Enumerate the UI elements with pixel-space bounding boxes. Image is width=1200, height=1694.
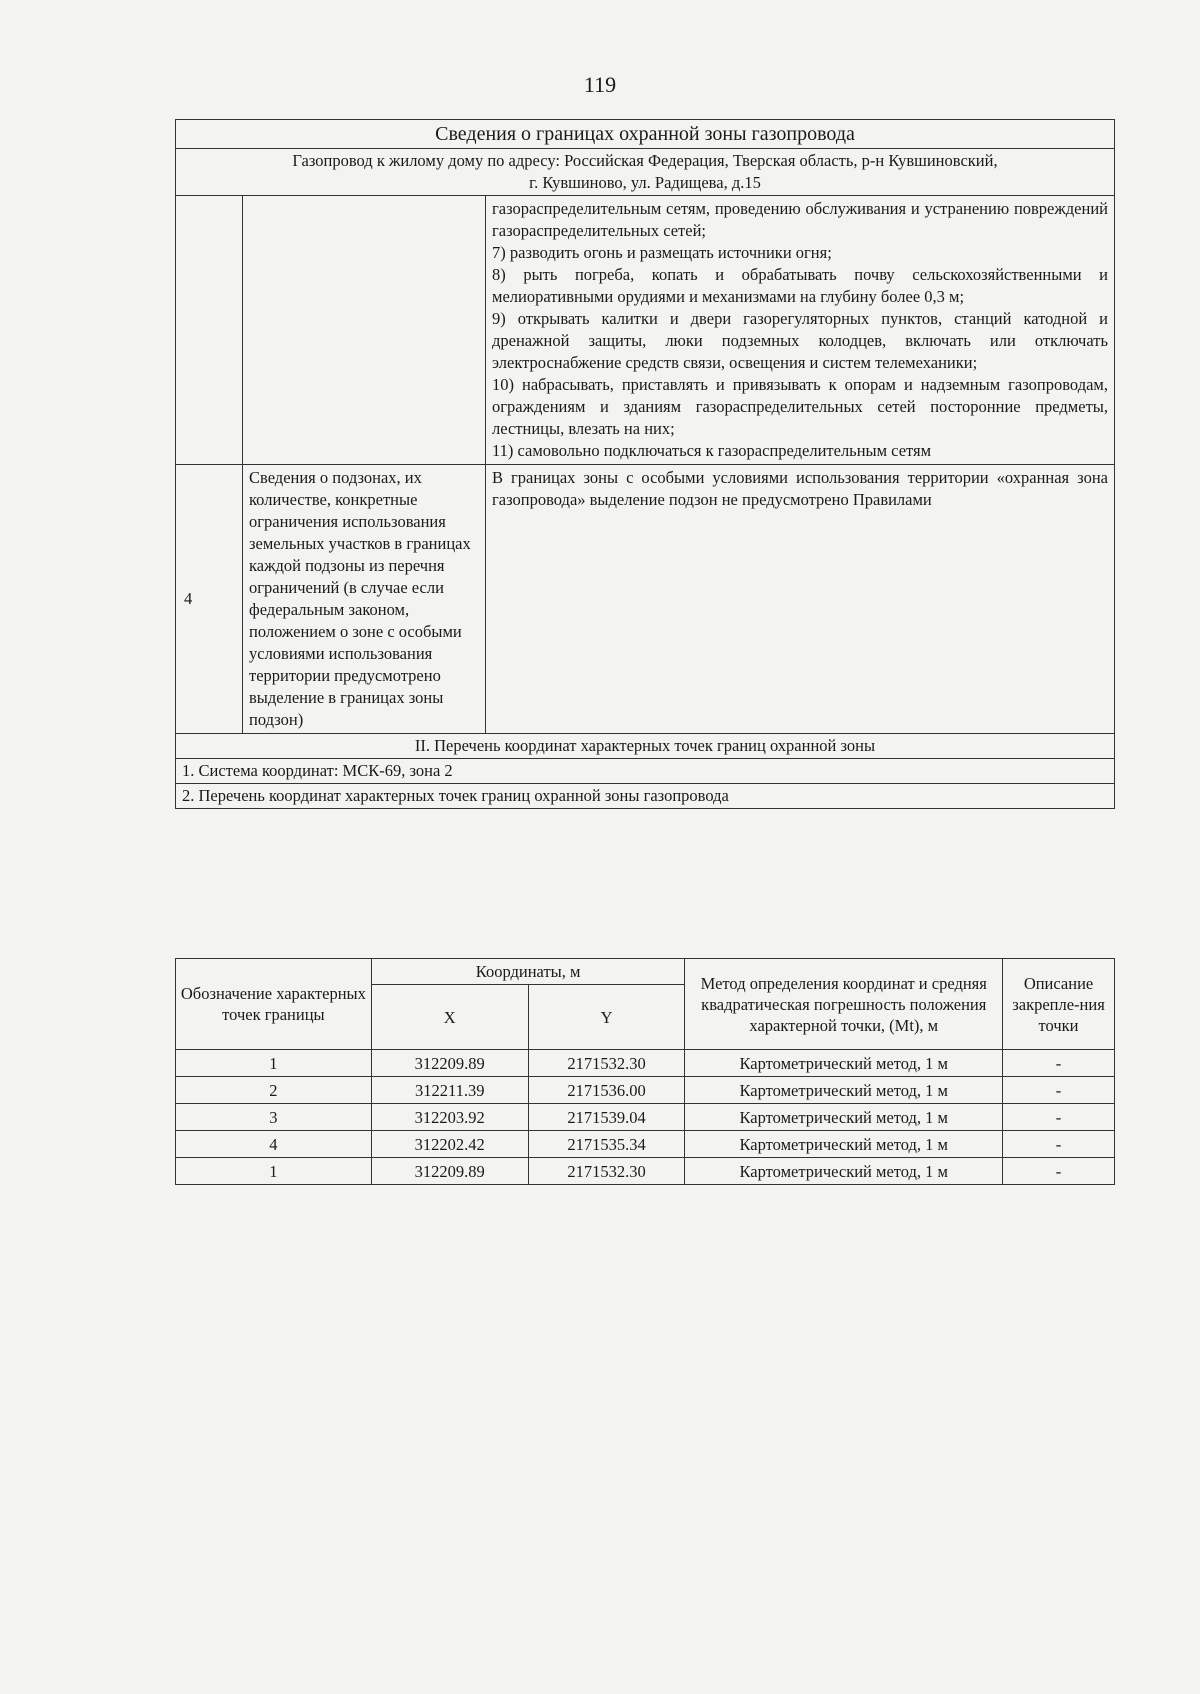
coord-list-title: 2. Перечень координат характерных точек границ охранной зоны газопровода [176,784,1115,809]
coords-header-row [176,959,1115,985]
x-cell: 312209.89 [371,1158,528,1185]
address-line-1: Газопровод к жилому дому по адресу: Российская Федерация, Тверская область, р-н Кувшиновский, [292,151,998,170]
coordinates-table [175,958,1115,1185]
table-row [176,1050,1115,1077]
table-row [176,1158,1115,1185]
header-point: Обозначение характерных точек границы [176,959,372,1050]
y-cell: 2171539.04 [528,1104,685,1131]
method-cell: Картометрический метод, 1 м [685,1158,1003,1185]
row-4-text: В границах зоны с особыми условиями использования территории «охранная зона газопровода» выделение подзон не предусмотрено Правилами [486,465,1115,734]
method-cell: Картометрический метод, 1 м [685,1050,1003,1077]
header-y: Y [528,985,685,1050]
desc-cell: - [1003,1158,1115,1185]
row-4-number: 4 [176,465,243,734]
header-x: X [371,985,528,1050]
restriction-line: 8) рыть погреба, копать и обрабатывать почву сельскохозяйственными и мелиоративными орудиями и механизмами на глубину более 0,3 м; [492,265,1108,306]
y-cell: 2171532.30 [528,1050,685,1077]
table-row [176,1104,1115,1131]
x-cell: 312203.92 [371,1104,528,1131]
address-cell [176,149,1115,196]
address-row [176,149,1115,196]
coord-system: 1. Система координат: МСК-69, зона 2 [176,759,1115,784]
row-4 [176,465,1115,734]
header-coordinates: Координаты, м [371,959,685,985]
method-cell: Картометрический метод, 1 м [685,1104,1003,1131]
header-description: Описание закрепле-ния точки [1003,959,1115,1050]
desc-cell: - [1003,1131,1115,1158]
zone-info-table [175,119,1115,809]
continued-row [176,196,1115,465]
coord-system-row [176,759,1115,784]
table-title: Сведения о границах охранной зоны газопровода [176,120,1115,149]
y-cell: 2171532.30 [528,1158,685,1185]
restriction-line: газораспределительным сетям, проведению обслуживания и устранению повреждений газораспределительных сетей; [492,199,1108,240]
address-line-2: г. Кувшиново, ул. Радищева, д.15 [529,173,761,192]
table-row [176,1131,1115,1158]
point-cell: 3 [176,1104,372,1131]
restriction-line: 10) набрасывать, приставлять и привязывать к опорам и надземным газопроводам, ограждениям и зданиям газораспределительных сетей посторонние предметы, лестницы, влезать на них; [492,375,1108,438]
desc-cell: - [1003,1077,1115,1104]
x-cell: 312209.89 [371,1050,528,1077]
continued-row-number [176,196,243,465]
restriction-line: 11) самовольно подключаться к газораспределительным сетям [492,441,932,460]
x-cell: 312202.42 [371,1131,528,1158]
method-cell: Картометрический метод, 1 м [685,1131,1003,1158]
point-cell: 4 [176,1131,372,1158]
table-row [176,1077,1115,1104]
method-cell: Картометрический метод, 1 м [685,1077,1003,1104]
x-cell: 312211.39 [371,1077,528,1104]
table-title-row [176,120,1115,149]
section-2-title: II. Перечень координат характерных точек границ охранной зоны [176,734,1115,759]
desc-cell: - [1003,1050,1115,1077]
point-cell: 1 [176,1158,372,1185]
y-cell: 2171536.00 [528,1077,685,1104]
continued-row-text [486,196,1115,465]
desc-cell: - [1003,1104,1115,1131]
section-2-row [176,734,1115,759]
restriction-line: 9) открывать калитки и двери газорегуляторных пунктов, станций катодной и дренажной защиты, люки подземных колодцев, включать или отключать электроснабжение средств связи, освещения и систем телемеханики; [492,309,1108,372]
page-number: 119 [583,72,617,97]
coord-list-title-row [176,784,1115,809]
point-cell: 1 [176,1050,372,1077]
point-cell: 2 [176,1077,372,1104]
restriction-line: 7) разводить огонь и размещать источники огня; [492,243,832,262]
continued-row-label [243,196,486,465]
header-method: Метод определения координат и средняя квадратическая погрешность положения характерной точки, (Мt), м [685,959,1003,1050]
y-cell: 2171535.34 [528,1131,685,1158]
row-4-label: Сведения о подзонах, их количестве, конкретные ограничения использования земельных участков в границах каждой подзоны из перечня ограничений (в случае если федеральным законом, положением о зоне с особыми условиями использования территории предусмотрено выделение в границах зоны подзон) [243,465,486,734]
